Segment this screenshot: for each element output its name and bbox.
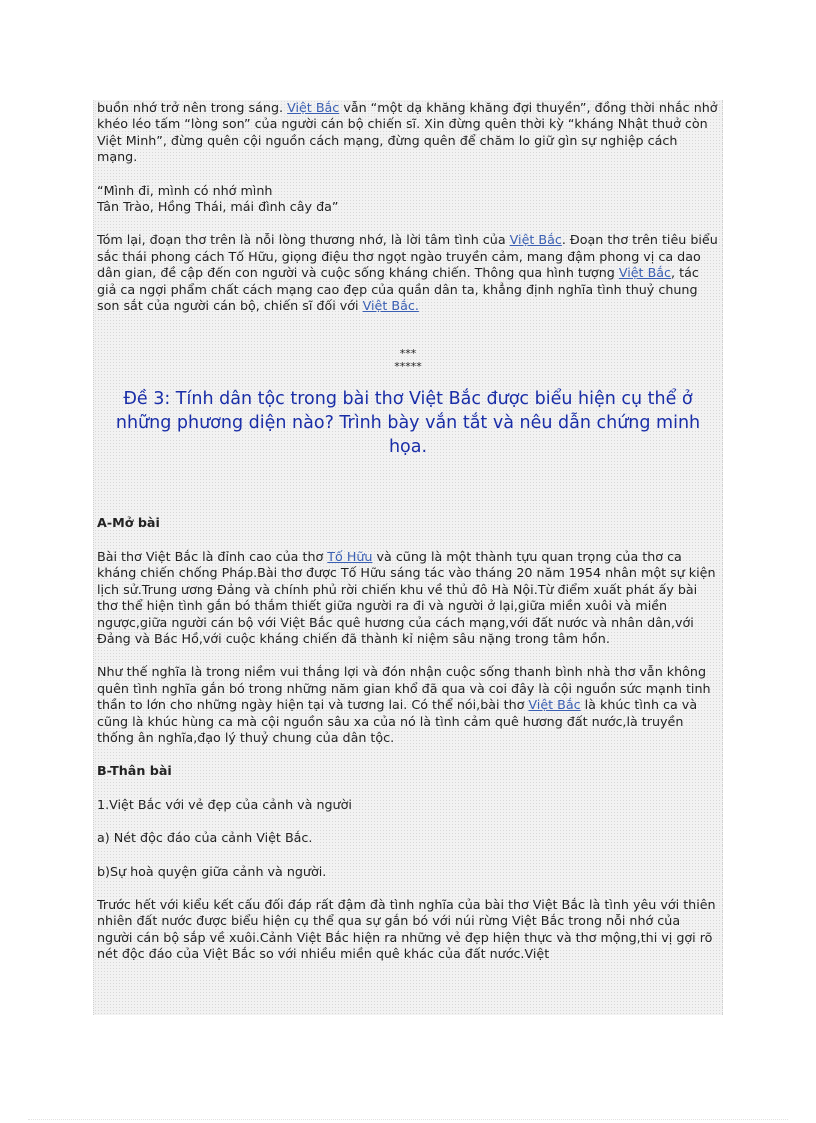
paragraph: Bài thơ Việt Bắc là đỉnh cao của thơ Tố Hữu và cũng là một thành tựu quan trọng của thơ ca kháng chiến chống Pháp.Bài thơ được Tố Hữu sáng tác vào tháng 20 năm 1954 nhân một sự kiện lịch sử.Trung ương Đảng và chính phủ rời chiến khu về thủ đô Hà Nội.Từ điểm xuất phát ấy bài thơ thể hiện tình gắn bó thắm thiết giữa người ra đi và người ở lại,giữa miền xuôi và miền ngược,giữa người cán bộ với Việt Bắc quê hương của cách mạng,với đất nước và nhân dân,với Đảng và Bác Hồ,với cuộc kháng chiến đã thành kỉ niệm sâu nặng trong tâm hồn. <box>97 548 716 646</box>
section-heading-a: A-Mở bài <box>97 515 160 531</box>
viet-bac-link[interactable]: Việt Bắc <box>287 100 340 115</box>
verse-line: “Mình đi, mình có nhớ mình <box>97 182 273 198</box>
viet-bac-link[interactable]: Việt Bắc <box>618 265 672 281</box>
viet-bac-link[interactable]: Việt Bắc. <box>362 298 419 314</box>
list-item: 1.Việt Bắc với vẻ đẹp của cảnh và người <box>97 796 352 812</box>
section-heading-b: B-Thân bài <box>97 763 172 779</box>
document-content <box>93 100 723 1015</box>
verse <box>97 183 719 216</box>
to-huu-link[interactable]: Tố Hữu <box>327 548 373 564</box>
viet-bac-link[interactable]: Việt Bắc <box>509 232 562 248</box>
list-item: b)Sự hoà quyện giữa cảnh và người. <box>97 863 327 879</box>
verse-line: Tân Trào, Hồng Thái, mái đình cây đa” <box>97 199 339 215</box>
paragraph: buồn nhớ trở nên trong sáng. Việt Bắc vẫn “một dạ khăng khăng đợi thuyền”, đồng thời nhắc nhở khéo léo tấm “lòng son” của người cán bộ chiến sĩ. Xin đừng quên thời kỳ “kháng Nhật thuở còn Việt Minh”, đừng quên cội nguồn cách mạng, đừng quên để chăm lo giữ gìn sự nghiệp cách mạng. <box>97 100 718 165</box>
viet-bac-link[interactable]: Việt Bắc <box>528 697 581 713</box>
paragraph: Như thế nghĩa là trong niềm vui thắng lợi và đón nhận cuộc sống thanh bình nhà thơ vẫn không quên tình nghĩa gắn bó trong những năm gian khổ đã qua và coi đây là cội nguồn sức mạnh tinh thần to lớn cho những ngày hiện tại và tương lai. Có thể nói,bài thơ Việt Bắc là khúc tình ca và cũng là khúc hùng ca mà cội nguồn sâu xa của nó là tình cảm quê hương đất nước,là truyền thống ân nghĩa,đạo lý thuỷ chung của dân tộc. <box>97 664 711 745</box>
list-item: a) Nét độc đáo của cảnh Việt Bắc. <box>97 830 313 846</box>
separator-stars: *** ***** <box>394 347 422 374</box>
question-title: Đề 3: Tính dân tộc trong bài thơ Việt Bắc được biểu hiện cụ thể ở những phương diện nào? Trình bày vắn tắt và nêu dẫn chứng minh họa. <box>115 389 701 458</box>
page-bottom-rule <box>28 1119 788 1120</box>
paragraph: Trước hết với kiểu kết cấu đối đáp rất đậm đà tình nghĩa của bài thơ Việt Bắc là tình yêu với thiên nhiên đất nước được biểu hiện cụ thể qua sự gắn bó với núi rừng Việt Bắc trong nỗi nhớ của người cán bộ sắp về xuôi.Cảnh Việt Bắc hiện ra những vẻ đẹp hiện thực và thơ mộng,thi vị gợi rõ nét độc đáo của Việt Bắc so với nhiều miền quê khác của đất nước.Việt <box>97 896 716 962</box>
paragraph: Tóm lại, đoạn thơ trên là nỗi lòng thương nhớ, là lời tâm tình của Việt Bắc. Đoạn thơ trên tiêu biểu sắc thái phong cách Tố Hữu, giọng điệu thơ ngọt ngào truyền cảm, mang đậm phong vị ca dao dân gian, đề cập đến con người và cuộc sống kháng chiến. Thông qua hình tượng Việt Bắc, tác giả ca ngợi phẩm chất cách mạng cao đẹp của quần dân ta, khẳng định nghĩa tình thuỷ chung son sắt của người cán bộ, chiến sĩ đối với Việt Bắc. <box>97 232 718 314</box>
